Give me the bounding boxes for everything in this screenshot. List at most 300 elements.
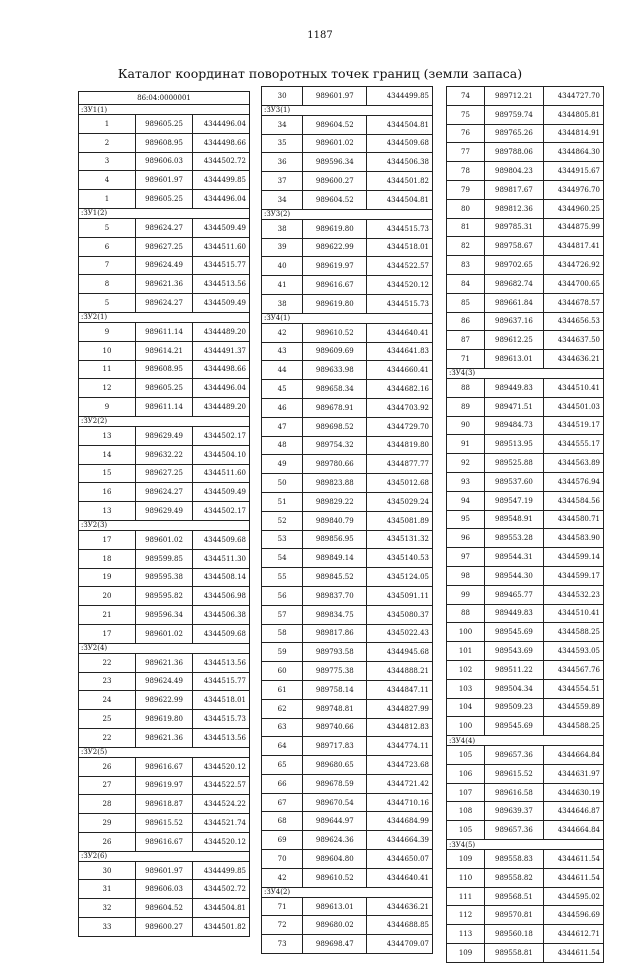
coordinate-row [79,502,250,521]
y-coordinate: 4344814.91 [543,124,603,143]
y-coordinate: 4344522.57 [193,776,250,795]
x-coordinate: 989788.06 [485,143,544,162]
coordinate-row [262,812,433,831]
y-coordinate: 4344588.25 [543,717,603,736]
parcel-label: :ЗУ4(2) [262,887,433,897]
y-coordinate: 4344726.92 [543,256,603,275]
coordinate-row [79,568,250,587]
point-number: 112 [447,906,485,925]
point-number: 55 [262,568,303,587]
y-coordinate: 4344513.56 [193,653,250,672]
x-coordinate: 989601.02 [136,624,193,643]
parcel-label: :ЗУ2(2) [79,416,250,426]
y-coordinate: 4344559.89 [543,698,603,717]
y-coordinate: 4344509.68 [193,624,250,643]
x-coordinate: 989596.34 [303,153,367,172]
x-coordinate: 989817.86 [303,624,367,643]
point-number: 83 [447,256,485,275]
point-number: 26 [79,757,136,776]
point-number: 39 [262,238,303,257]
y-coordinate: 4344637.50 [543,331,603,350]
catalog-title: Каталог координат поворотных точек границ (земли запаса) [117,66,523,81]
x-coordinate: 989509.23 [485,698,544,717]
point-number: 34 [262,190,303,209]
point-number: 94 [447,491,485,510]
x-coordinate: 989717.83 [303,737,367,756]
x-coordinate: 989601.97 [303,87,367,106]
y-coordinate: 4344723.68 [367,756,433,775]
coordinate-row [262,756,433,775]
parcel-section-row [262,105,433,115]
point-number: 78 [447,162,485,181]
x-coordinate: 989604.52 [136,899,193,918]
x-coordinate: 989619.80 [303,294,367,313]
y-coordinate: 4344593.05 [543,642,603,661]
x-coordinate: 989624.27 [136,218,193,237]
point-number: 75 [447,105,485,124]
x-coordinate: 989793.58 [303,643,367,662]
coordinate-row [262,793,433,812]
coordinate-row [262,586,433,605]
coordinate-row [262,605,433,624]
x-coordinate: 989845.52 [303,568,367,587]
coordinate-row [262,492,433,511]
x-coordinate: 989740.66 [303,718,367,737]
point-number: 86 [447,312,485,331]
point-number: 17 [79,624,136,643]
parcel-section-row [447,736,604,746]
parcel-section-row [79,208,250,218]
point-number: 50 [262,474,303,493]
coordinate-row [447,180,604,199]
x-coordinate: 989775.38 [303,662,367,681]
parcel-label: :ЗУ1(2) [79,208,250,218]
point-number: 89 [447,397,485,416]
point-number: 37 [262,172,303,191]
point-number: 1 [79,115,136,134]
point-number: 43 [262,342,303,361]
point-number: 42 [262,323,303,342]
x-coordinate: 989670.54 [303,793,367,812]
coordinate-row [447,293,604,312]
y-coordinate: 4344664.84 [543,821,603,840]
point-number: 30 [79,861,136,880]
y-coordinate: 4344817.41 [543,237,603,256]
x-coordinate: 989698.47 [303,935,367,954]
point-number: 9 [79,398,136,417]
coordinate-row [79,624,250,643]
point-number: 47 [262,417,303,436]
x-coordinate: 989633.98 [303,361,367,380]
coordinate-row [79,398,250,417]
y-coordinate: 4344502.72 [193,880,250,899]
coordinate-row [262,680,433,699]
y-coordinate: 4344636.21 [543,350,603,369]
point-number: 99 [447,585,485,604]
point-number: 69 [262,831,303,850]
point-number: 73 [262,935,303,954]
x-coordinate: 989601.97 [136,861,193,880]
coordinate-row [447,925,604,944]
coordinate-row [262,549,433,568]
coordinate-row [262,916,433,935]
x-coordinate: 989613.01 [303,897,367,916]
y-coordinate: 4344599.17 [543,566,603,585]
coordinate-row [447,124,604,143]
x-coordinate: 989627.25 [136,464,193,483]
y-coordinate: 4344509.49 [193,483,250,502]
coordinate-row [79,880,250,899]
coordinate-row [262,474,433,493]
x-coordinate: 989629.49 [136,502,193,521]
point-number: 35 [262,134,303,153]
y-coordinate: 4344496.04 [193,379,250,398]
x-coordinate: 989621.36 [136,653,193,672]
coordinate-row [447,821,604,840]
point-number: 5 [79,294,136,313]
y-coordinate: 4344498.66 [193,360,250,379]
parcel-label: :ЗУ4(1) [262,313,433,323]
point-number: 79 [447,180,485,199]
x-coordinate: 989599.85 [136,549,193,568]
x-coordinate: 989759.74 [485,105,544,124]
coordinate-row [79,152,250,171]
point-number: 20 [79,587,136,606]
coordinate-row [79,691,250,710]
coordinate-row [79,379,250,398]
point-number: 95 [447,510,485,529]
coordinate-row [79,899,250,918]
y-coordinate: 4344656.53 [543,312,603,331]
point-number: 92 [447,454,485,473]
coordinate-row [447,435,604,454]
coordinate-row [79,360,250,379]
coordinate-row [262,219,433,238]
x-coordinate: 989504.34 [485,679,544,698]
point-number: 48 [262,436,303,455]
coordinate-row [262,257,433,276]
point-number: 109 [447,850,485,869]
y-coordinate: 4344650.07 [367,850,433,869]
point-number: 60 [262,662,303,681]
x-coordinate: 989644.97 [303,812,367,831]
point-number: 88 [447,378,485,397]
coordinate-row [447,698,604,717]
coordinate-row [447,274,604,293]
x-coordinate: 989606.03 [136,152,193,171]
x-coordinate: 989624.49 [136,256,193,275]
parcel-section-row [262,209,433,219]
y-coordinate: 4344709.07 [367,935,433,954]
x-coordinate: 989596.34 [136,606,193,625]
coordinate-row [447,548,604,567]
x-coordinate: 989622.99 [303,238,367,257]
x-coordinate: 989614.21 [136,341,193,360]
point-number: 28 [79,795,136,814]
point-number: 2 [79,133,136,152]
coordinate-row [447,868,604,887]
x-coordinate: 989837.70 [303,586,367,605]
coordinate-row [447,350,604,369]
y-coordinate: 4344519.17 [543,416,603,435]
parcel-section-row [79,312,250,322]
parcel-section-row [79,416,250,426]
coordinate-row [447,331,604,350]
x-coordinate: 989610.52 [303,868,367,887]
x-coordinate: 989780.66 [303,455,367,474]
y-coordinate: 4344515.73 [367,294,433,313]
x-coordinate: 989698.52 [303,417,367,436]
x-coordinate: 989840.79 [303,511,367,530]
point-number: 40 [262,257,303,276]
parcel-section-row [79,643,250,653]
coordinate-row [262,718,433,737]
y-coordinate: 4344504.81 [193,899,250,918]
cadastral-number: 86:04:0000001 [79,92,250,105]
y-coordinate: 4344612.71 [543,925,603,944]
point-number: 84 [447,274,485,293]
point-number: 74 [447,87,485,106]
x-coordinate: 989558.82 [485,868,544,887]
coordinate-row [447,491,604,510]
x-coordinate: 989619.80 [303,219,367,238]
y-coordinate: 4344532.23 [543,585,603,604]
y-coordinate: 4344827.99 [367,699,433,718]
x-coordinate: 989658.34 [303,380,367,399]
point-number: 6 [79,237,136,256]
x-coordinate: 989570.81 [485,906,544,925]
y-coordinate: 4344554.51 [543,679,603,698]
point-number: 66 [262,774,303,793]
coordinate-row [447,585,604,604]
y-coordinate: 4344819.80 [367,436,433,455]
y-coordinate: 4344520.12 [193,832,250,851]
parcel-label: :ЗУ4(4) [447,736,604,746]
y-coordinate: 4344710.16 [367,793,433,812]
x-coordinate: 989748.81 [303,699,367,718]
y-coordinate: 4344515.73 [367,219,433,238]
x-coordinate: 989595.38 [136,568,193,587]
parcel-section-row [447,368,604,378]
point-number: 87 [447,331,485,350]
y-coordinate: 4344520.12 [193,757,250,776]
point-number: 91 [447,435,485,454]
x-coordinate: 989544.30 [485,566,544,585]
point-number: 98 [447,566,485,585]
point-number: 22 [79,653,136,672]
y-coordinate: 4344688.85 [367,916,433,935]
y-coordinate: 4344611.54 [543,944,603,963]
x-coordinate: 989553.28 [485,529,544,548]
coordinate-row [447,850,604,869]
y-coordinate: 4345022.43 [367,624,433,643]
coordinate-row [79,445,250,464]
y-coordinate: 4344945.68 [367,643,433,662]
y-coordinate: 4344583.90 [543,529,603,548]
x-coordinate: 989657.36 [485,746,544,765]
coordinate-row [447,218,604,237]
y-coordinate: 4344521.74 [193,814,250,833]
x-coordinate: 989547.19 [485,491,544,510]
x-coordinate: 989600.27 [303,172,367,191]
y-coordinate: 4344504.10 [193,445,250,464]
x-coordinate: 989785.31 [485,218,544,237]
point-number: 96 [447,529,485,548]
y-coordinate: 4344847.11 [367,680,433,699]
cadastral-block-header [79,92,250,105]
coordinate-row [447,660,604,679]
y-coordinate: 4344646.87 [543,802,603,821]
y-coordinate: 4344501.82 [367,172,433,191]
x-coordinate: 989511.22 [485,660,544,679]
y-coordinate: 4344678.57 [543,293,603,312]
point-number: 11 [79,360,136,379]
y-coordinate: 4344489.20 [193,398,250,417]
y-coordinate: 4345080.37 [367,605,433,624]
x-coordinate: 989545.69 [485,717,544,736]
coordinate-row [79,275,250,294]
parcel-section-row [262,313,433,323]
coordinate-row [447,105,604,124]
point-number: 68 [262,812,303,831]
coordinate-row [262,568,433,587]
x-coordinate: 989817.67 [485,180,544,199]
coordinate-row [262,699,433,718]
point-number: 57 [262,605,303,624]
y-coordinate: 4344700.65 [543,274,603,293]
x-coordinate: 989513.95 [485,435,544,454]
point-number: 61 [262,680,303,699]
coordinate-row [447,472,604,491]
coordinate-row [447,378,604,397]
coordinate-row [262,868,433,887]
coordinate-row [262,190,433,209]
y-coordinate: 4344489.20 [193,322,250,341]
coordinate-row [447,642,604,661]
parcel-label: :ЗУ3(1) [262,105,433,115]
coordinate-row [262,172,433,191]
y-coordinate: 4344520.12 [367,276,433,295]
coordinate-row [262,774,433,793]
x-coordinate: 989484.73 [485,416,544,435]
coordinate-row [79,918,250,937]
x-coordinate: 989619.80 [136,710,193,729]
coordinate-row [79,133,250,152]
x-coordinate: 989568.51 [485,887,544,906]
coordinate-row [262,134,433,153]
point-number: 80 [447,199,485,218]
point-number: 5 [79,218,136,237]
point-number: 27 [79,776,136,795]
point-number: 21 [79,606,136,625]
point-number: 51 [262,492,303,511]
coordinate-row [447,802,604,821]
point-number: 105 [447,746,485,765]
coordinate-row [447,717,604,736]
coordinate-row [79,814,250,833]
x-coordinate: 989604.52 [303,190,367,209]
x-coordinate: 989616.67 [136,757,193,776]
y-coordinate: 4345081.89 [367,511,433,530]
x-coordinate: 989680.02 [303,916,367,935]
x-coordinate: 989601.02 [136,530,193,549]
x-coordinate: 989600.27 [136,918,193,937]
x-coordinate: 989849.14 [303,549,367,568]
point-number: 42 [262,868,303,887]
parcel-label: :ЗУ2(3) [79,520,250,530]
parcel-label: :ЗУ3(2) [262,209,433,219]
coordinate-row [262,294,433,313]
parcel-label: :ЗУ2(6) [79,851,250,861]
point-number: 100 [447,717,485,736]
y-coordinate: 4344511.60 [193,464,250,483]
point-number: 65 [262,756,303,775]
y-coordinate: 4344504.81 [367,115,433,134]
point-number: 46 [262,398,303,417]
x-coordinate: 989615.52 [485,764,544,783]
x-coordinate: 989829.22 [303,492,367,511]
y-coordinate: 4344506.38 [367,153,433,172]
y-coordinate: 4344630.19 [543,783,603,802]
x-coordinate: 989621.36 [136,275,193,294]
coordinate-row [79,294,250,313]
point-number: 30 [262,87,303,106]
coordinate-row [79,115,250,134]
x-coordinate: 989637.16 [485,312,544,331]
y-coordinate: 4344506.98 [193,587,250,606]
y-coordinate: 4344499.85 [367,87,433,106]
x-coordinate: 989525.88 [485,454,544,473]
point-number: 16 [79,483,136,502]
coordinate-row [79,190,250,209]
y-coordinate: 4344641.83 [367,342,433,361]
y-coordinate: 4344509.49 [193,218,250,237]
point-number: 110 [447,868,485,887]
coordinate-row [447,887,604,906]
x-coordinate: 989639.37 [485,802,544,821]
y-coordinate: 4344509.68 [367,134,433,153]
coordinate-row [447,566,604,585]
x-coordinate: 989595.82 [136,587,193,606]
coordinate-row [262,850,433,869]
y-coordinate: 4344511.60 [193,237,250,256]
y-coordinate: 4344721.42 [367,774,433,793]
y-coordinate: 4344864.30 [543,143,603,162]
page-number: 1187 [307,30,333,41]
point-number: 54 [262,549,303,568]
coordinate-row [447,529,604,548]
y-coordinate: 4344584.56 [543,491,603,510]
x-coordinate: 989678.91 [303,398,367,417]
coordinate-row [262,380,433,399]
x-coordinate: 989449.83 [485,378,544,397]
x-coordinate: 989608.95 [136,133,193,152]
coordinate-row [79,776,250,795]
y-coordinate: 4344510.41 [543,378,603,397]
x-coordinate: 989618.87 [136,795,193,814]
point-number: 105 [447,821,485,840]
x-coordinate: 989610.52 [303,323,367,342]
point-number: 3 [79,152,136,171]
coordinate-row [262,935,433,954]
coordinate-row [79,426,250,445]
point-number: 104 [447,698,485,717]
x-coordinate: 989616.67 [136,832,193,851]
point-number: 44 [262,361,303,380]
coordinate-row [79,728,250,747]
parcel-section-row [79,520,250,530]
y-coordinate: 4344660.41 [367,361,433,380]
